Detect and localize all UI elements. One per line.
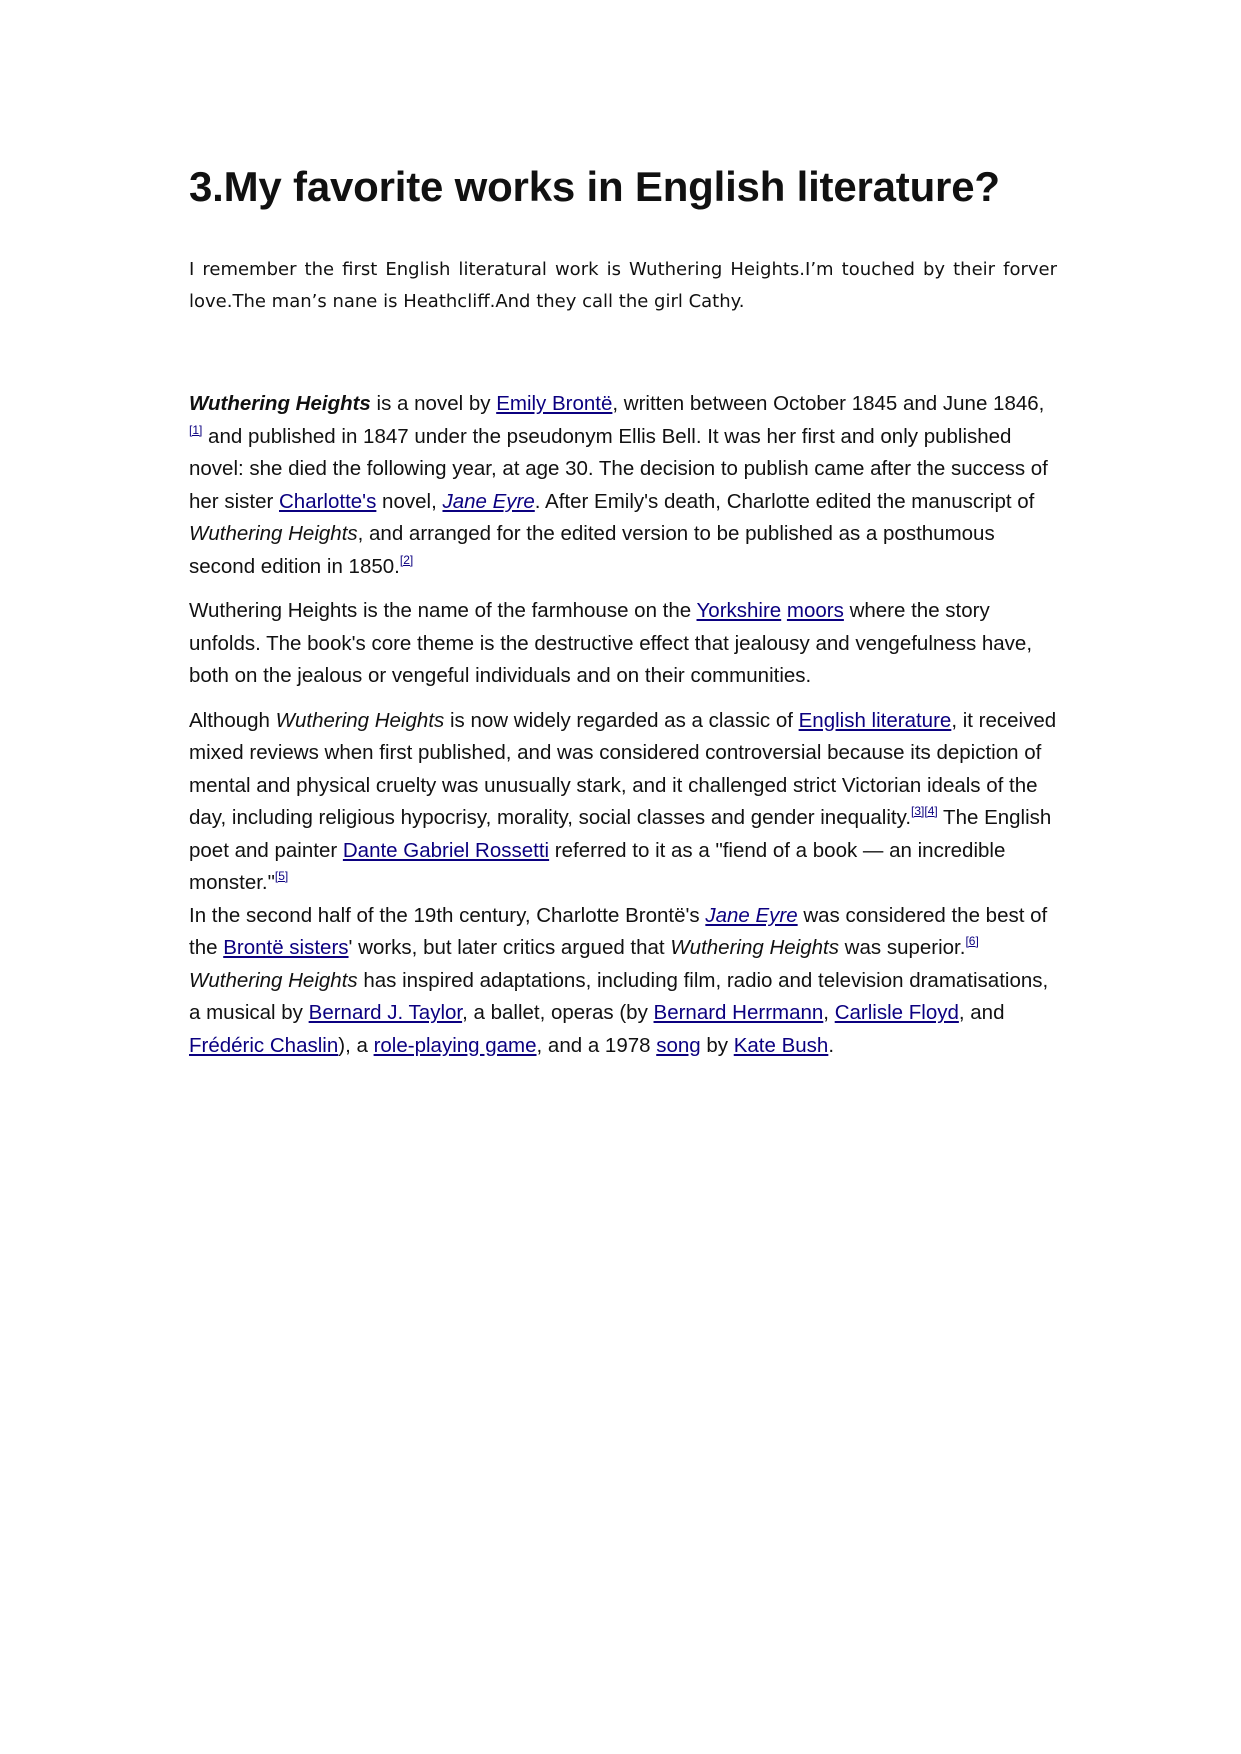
novel-title: Wuthering Heights xyxy=(670,936,839,959)
citation-2[interactable]: [2] xyxy=(399,552,414,567)
text: ), a xyxy=(338,1033,374,1057)
link-bernard-herrmann[interactable]: Bernard Herrmann xyxy=(653,1001,824,1024)
link-jane-eyre[interactable]: Jane Eyre xyxy=(705,903,798,927)
link-moors[interactable]: moors xyxy=(786,599,844,622)
link-jane-eyre[interactable]: Jane Eyre xyxy=(442,489,535,513)
text: is a novel by xyxy=(370,392,497,415)
text: . After Emily's death, Charlotte edited the manuscript of xyxy=(534,489,1035,513)
citation-6[interactable]: [6] xyxy=(965,934,979,948)
link-role-playing-game[interactable]: role-playing game xyxy=(373,1033,537,1057)
citation-5[interactable]: [5] xyxy=(274,869,289,883)
text: referred to it as a "fiend of a book — an incredible monster." xyxy=(189,838,1006,894)
text: Wuthering Heights is the name of the farmhouse on the xyxy=(189,599,697,622)
text: . xyxy=(828,1033,835,1057)
link-song[interactable]: song xyxy=(656,1033,701,1057)
text: ' works, but later critics argued that xyxy=(348,936,671,959)
novel-title: Wuthering Heights xyxy=(189,968,358,992)
link-kate-bush[interactable]: Kate Bush xyxy=(733,1033,829,1057)
link-dante-gabriel-rossetti[interactable]: Dante Gabriel Rossetti xyxy=(342,838,550,862)
article-body xyxy=(189,388,1057,1062)
text: , and arranged for the edited version to be published as a posthumous second edition in 1850. xyxy=(189,522,995,578)
paragraph-2 xyxy=(189,595,1057,693)
text: and published in 1847 under the pseudonym Ellis Bell. It was her first and only published novel: she died the following year, at age 30. The decision to publish came after the success of her sister xyxy=(189,424,1048,513)
text: , and xyxy=(958,1001,1005,1024)
link-english-literature[interactable]: English literature xyxy=(798,708,952,732)
intro-paragraph: I remember the first English literatural work is Wuthering Heights.I’m touched by their forver love.The man’s nane is Heathcliff.And they call the girl Cathy. xyxy=(189,259,1057,312)
citation-1[interactable]: [1] xyxy=(189,422,203,437)
text: In the second half of the 19th century, Charlotte Brontë's xyxy=(189,903,706,927)
text: by xyxy=(700,1033,734,1057)
link-frederic-chaslin[interactable]: Frédéric Chaslin xyxy=(189,1033,339,1057)
text: The English poet and painter xyxy=(189,806,1052,862)
novel-title: Wuthering Heights xyxy=(189,392,371,415)
text: was superior. xyxy=(838,936,966,959)
text: Although xyxy=(189,708,276,732)
link-charlottes[interactable]: Charlotte's xyxy=(279,489,377,513)
paragraph-4 xyxy=(189,900,1057,1063)
paragraph-3 xyxy=(189,705,1057,900)
novel-title: Wuthering Heights xyxy=(275,708,445,732)
page-title: 3.My favorite works in English literature? xyxy=(189,163,1000,210)
text: , it received mixed reviews when first published, and was considered controversial because its depiction of mental and physical cruelty was unusually stark, and it challenged strict Victorian ideals of the day, including religious hypocrisy, morality, social classes and gender inequality. xyxy=(189,708,1057,829)
text: , xyxy=(823,1001,835,1024)
link-carlisle-floyd[interactable]: Carlisle Floyd xyxy=(834,1001,959,1024)
paragraph-1 xyxy=(189,388,1057,583)
link-yorkshire[interactable]: Yorkshire xyxy=(696,599,782,622)
text: has inspired adaptations, including film, radio and television dramatisations, a musical by xyxy=(189,968,1049,1024)
link-emily-bronte[interactable]: Emily Brontë xyxy=(496,392,613,415)
document-content xyxy=(189,160,1057,1062)
link-bernard-j-taylor[interactable]: Bernard J. Taylor xyxy=(308,1001,463,1024)
text: novel, xyxy=(376,489,443,513)
citation-4[interactable]: [4] xyxy=(924,804,938,818)
text: , a ballet, operas (by xyxy=(462,1001,654,1024)
novel-title: Wuthering Heights xyxy=(189,522,358,545)
text: , and a 1978 xyxy=(536,1033,657,1057)
text: , written between October 1845 and June 1846, xyxy=(612,392,1045,415)
citation-3[interactable]: [3] xyxy=(911,804,925,818)
text: was considered the best of the xyxy=(189,903,1048,959)
text: is now widely regarded as a classic of xyxy=(444,708,799,732)
link-bronte-sisters[interactable]: Brontë sisters xyxy=(223,936,349,959)
text: where the story unfolds. The book's core theme is the destructive effect that jealousy and vengefulness have, both on the jealous or vengeful individuals and on their communities. xyxy=(189,599,1033,687)
